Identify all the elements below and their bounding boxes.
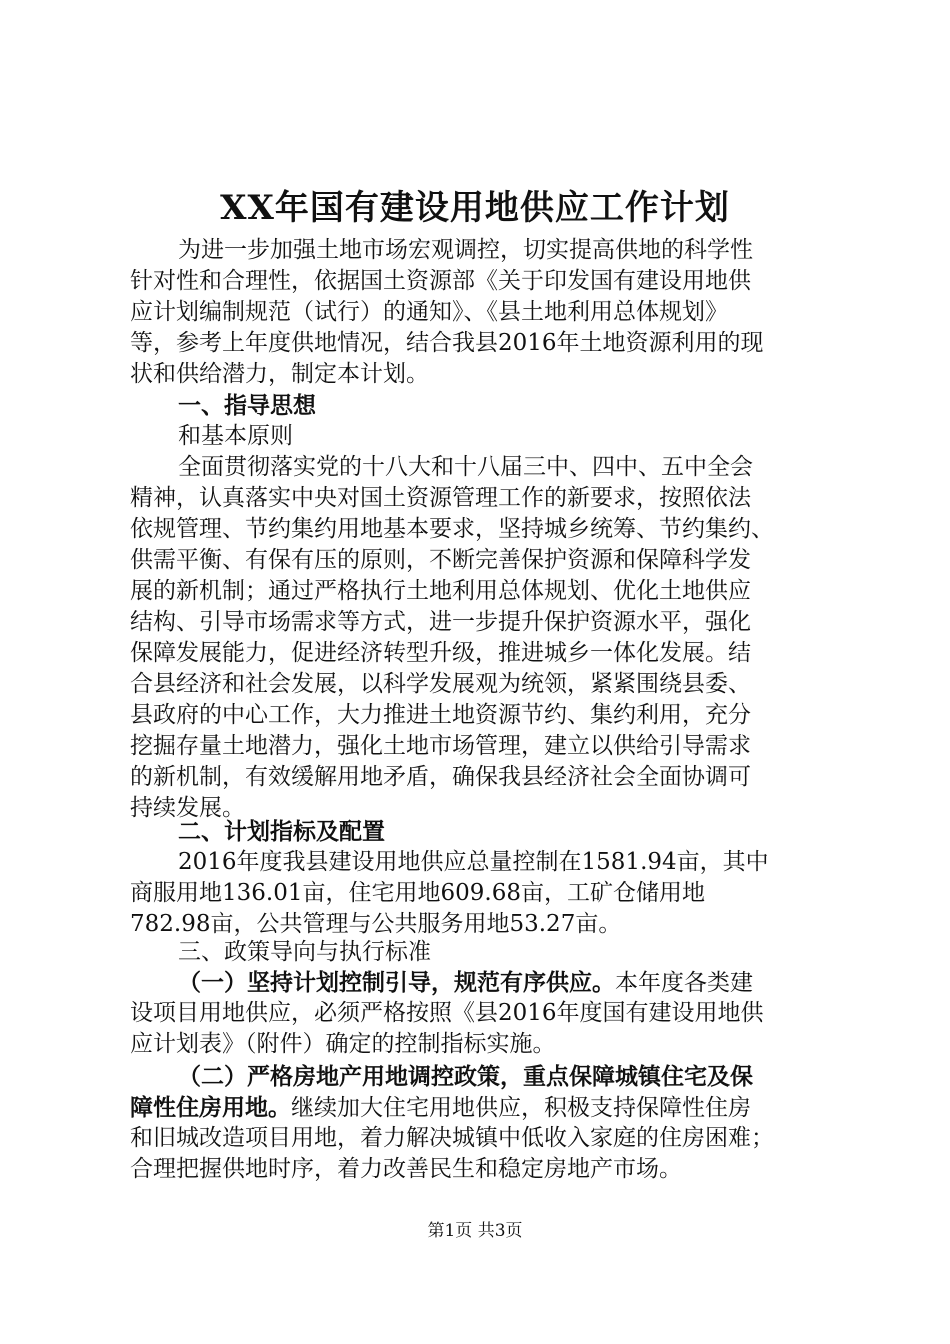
paragraph-line: 供需平衡、有保有压的原则，不断完善保护资源和保障科学发: [130, 547, 751, 573]
paragraph-line: 全面贯彻落实党的十八大和十八届三中、四中、五中全会: [178, 454, 753, 480]
section-heading-2: 二、计划指标及配置: [178, 818, 385, 845]
paragraph-line: 应计划编制规范（试行）的通知》、《县土地利用总体规划》: [130, 299, 728, 325]
bold-lead-2-end: 障性住房用地。: [130, 1094, 291, 1121]
paragraph-line: 商服用地136.01亩，住宅用地609.68亩，工矿仓储用地: [130, 880, 705, 906]
paragraph-line: 等，参考上年度供地情况，结合我县2016年土地资源利用的现: [130, 330, 764, 356]
paragraph-line: 应计划表》（附件）确定的控制指标实施。: [130, 1031, 556, 1057]
paragraph-line: 合理把握供地时序，着力改善民生和稳定房地产市场。: [130, 1156, 682, 1182]
paragraph-line: [130, 1092, 751, 1124]
page-footer: 第1页 共3页: [427, 1221, 523, 1241]
paragraph-line: 和旧城改造项目用地，着力解决城镇中低收入家庭的住房困难；: [130, 1125, 774, 1151]
paragraph-line: 持续发展。: [130, 795, 245, 821]
paragraph-line: 保障发展能力，促进经济转型升级，推进城乡一体化发展。结: [130, 640, 751, 666]
bold-lead-1: （一）坚持计划控制引导，规范有序供应。: [178, 969, 615, 996]
paragraph-line: 为进一步加强土地市场宏观调控，切实提高供地的科学性: [178, 237, 753, 263]
document-title: XX年国有建设用地供应工作计划: [220, 188, 730, 228]
paragraph-line: 782.98亩，公共管理与公共服务用地53.27亩。: [130, 911, 622, 937]
paragraph-line: 展的新机制；通过严格执行土地利用总体规划、优化土地供应: [130, 578, 751, 604]
section-heading-1: 一、指导思想: [178, 392, 316, 419]
lead-continuation: 继续加大住宅用地供应，积极支持保障性住房: [291, 1095, 751, 1121]
paragraph-line: 针对性和合理性，依据国土资源部《关于印发国有建设用地供: [130, 268, 751, 294]
lead-continuation: 本年度各类建: [615, 970, 753, 996]
paragraph-line: 结构、引导市场需求等方式，进一步提升保护资源水平，强化: [130, 609, 751, 635]
paragraph-line: 依规管理、节约集约用地基本要求，坚持城乡统筹、节约集约、: [130, 516, 774, 542]
paragraph-line: 县政府的中心工作，大力推进土地资源节约、集约利用，充分: [130, 702, 751, 728]
paragraph-line: 合县经济和社会发展，以科学发展观为统领，紧紧围绕县委、: [130, 671, 751, 697]
paragraph-line: 设项目用地供应，必须严格按照《县2016年度国有建设用地供: [130, 1000, 764, 1026]
paragraph-line: 和基本原则: [178, 423, 293, 449]
paragraph-line: 精神，认真落实中央对国土资源管理工作的新要求，按照依法: [130, 485, 751, 511]
section-heading-3: 三、政策导向与执行标准: [178, 939, 431, 965]
paragraph-line: [178, 967, 753, 999]
bold-lead-2: （二）严格房地产用地调控政策，重点保障城镇住宅及保: [178, 1063, 753, 1090]
paragraph-line: 状和供给潜力，制定本计划。: [130, 361, 429, 387]
paragraph-line: 的新机制，有效缓解用地矛盾，确保我县经济社会全面协调可: [130, 764, 751, 790]
paragraph-line: 2016年度我县建设用地供应总量控制在1581.94亩，其中: [178, 849, 769, 875]
paragraph-line: 挖掘存量土地潜力，强化土地市场管理，建立以供给引导需求: [130, 733, 751, 759]
